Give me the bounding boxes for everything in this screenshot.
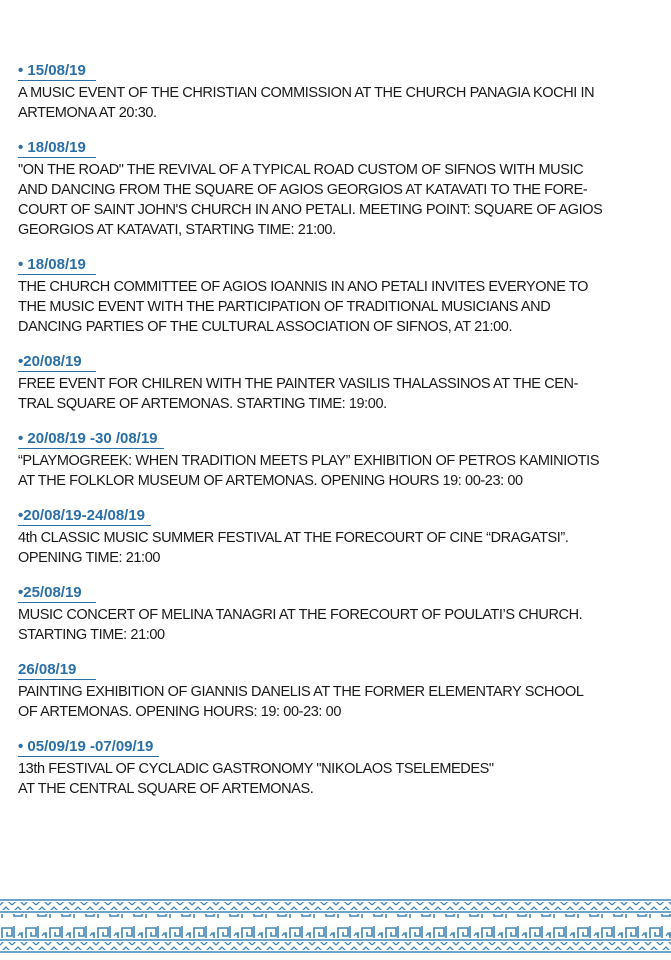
event-description: “PLAYMOGREEK: WHEN TRADITION MEETS PLAY” EXHIBITION OF PETROS KAMINIOTIS AT THE FOLKLOR MUSEUM OF ARTEMONAS. OPENING HOURS 19: 00-23: 00 [18,453,600,489]
event-item [18,661,658,722]
event-description: THE CHURCH COMMITTEE OF AGIOS IOANNIS IN ANO PETALI INVITES EVERYONE TO THE MUSIC EVENT WITH THE PARTICIPATION OF TRADITIONAL MUSICIANS AND DANCING PARTIES OF THE CULTURAL ASSOCIATION OF SIFNOS, AT 21:00. [18,279,588,335]
event-date: • 18/08/19 [18,256,96,275]
event-item [18,256,658,337]
event-date: • 15/08/19 [18,62,96,81]
event-description: PAINTING EXHIBITION OF GIANNIS DANELIS AT THE FORMER ELEMENTARY SCHOOL OF ARTEMONAS. OPENING HOURS: 19: 00-23: 00 [18,684,584,720]
event-date: • 05/09/19 -07/09/19 [18,738,159,757]
event-item [18,139,658,240]
event-description: 4th CLASSIC MUSIC SUMMER FESTIVAL AT THE FORECOURT OF CINE “DRAGATSI”. OPENING TIME: 21:00 [18,530,569,566]
event-date: • 18/08/19 [18,139,96,158]
event-item [18,353,658,414]
event-description: FREE EVENT FOR CHILREN WITH THE PAINTER VASILIS THALASSINOS AT THE CEN- TRAL SQUARE OF ARTEMONAS. STARTING TIME: 19:00. [18,376,579,412]
events-list [18,62,658,815]
event-date: 26/08/19 [18,661,96,680]
event-date: •25/08/19 [18,584,96,603]
event-description: A MUSIC EVENT OF THE CHRISTIAN COMMISSION AT THE CHURCH PANAGIA KOCHI IN ARTEMONA AT 20:30. [18,85,595,121]
decorative-border [0,898,671,954]
event-item [18,738,658,799]
event-description: MUSIC CONCERT OF MELINA TANAGRI AT THE FORECOURT OF POULATI’S CHURCH. STARTING TIME: 21:00 [18,607,583,643]
event-date: •20/08/19-24/08/19 [18,507,151,526]
event-item [18,584,658,645]
event-item [18,507,658,568]
event-item [18,62,658,123]
event-date: •20/08/19 [18,353,96,372]
event-date: • 20/08/19 -30 /08/19 [18,430,164,449]
event-description: "ON THE ROAD" THE REVIVAL OF A TYPICAL ROAD CUSTOM OF SIFNOS WITH MUSIC AND DANCING FROM THE SQUARE OF AGIOS GEORGIOS AT KATAVATI TO THE FORE- COURT OF SAINT JOHN'S CHURCH IN ANO PETALI. MEETING POINT: SQUARE OF AGIOS GEORGIOS AT KATAVATI, STARTING TIME: 21:00. [18,162,603,238]
event-item [18,430,658,491]
event-description: 13th FESTIVAL OF CYCLADIC GASTRONOMY "NIKOLAOS TSELEMEDES" AT THE CENTRAL SQUARE OF ARTEMONAS. [18,761,494,797]
